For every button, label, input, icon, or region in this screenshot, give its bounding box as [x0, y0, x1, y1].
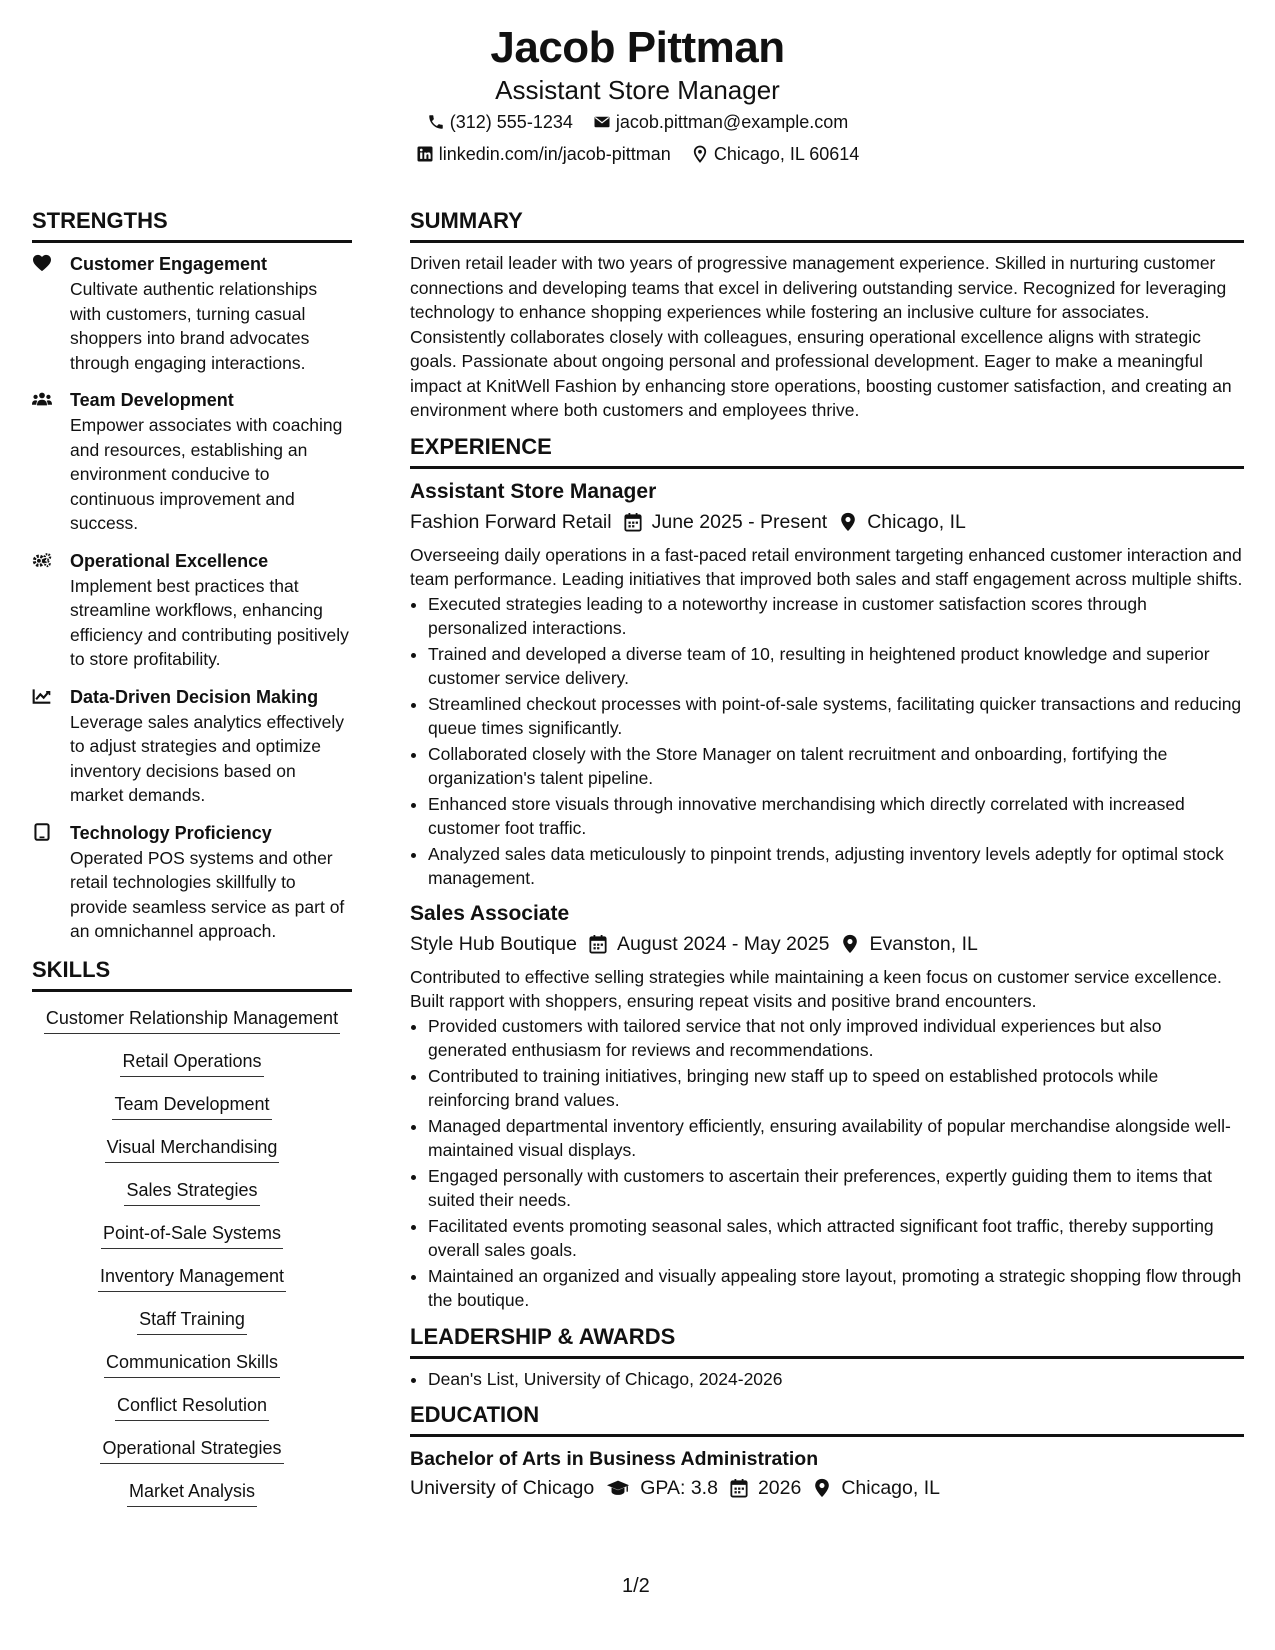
job-title: Sales Associate — [410, 901, 570, 925]
skills-heading: SKILLS — [32, 956, 352, 992]
graduation-cap-icon — [606, 1478, 630, 1498]
job-bullet: • Maintained an organized and visually appealing store layout, promoting a strategic shopping flow through the boutique. — [428, 1264, 1244, 1313]
strengths-section — [32, 207, 352, 944]
awards-heading: LEADERSHIP & AWARDS — [410, 1323, 1244, 1359]
envelope-icon — [593, 113, 611, 131]
skill-tag: Retail Operations — [120, 1049, 263, 1077]
education-heading: EDUCATION — [410, 1401, 1244, 1437]
job-location: Evanston, IL — [869, 932, 978, 955]
strength-item — [32, 684, 352, 808]
skill-tag: Team Development — [112, 1092, 271, 1120]
candidate-name: Jacob Pittman — [490, 23, 785, 72]
strength-title: Team Development — [70, 390, 234, 410]
skill-tag: Point-of-Sale Systems — [101, 1221, 283, 1249]
job-bullet: • Managed departmental inventory efficiently, ensuring availability of popular merchandise alongside well-maintained visual displays. — [428, 1114, 1244, 1163]
experience-heading: EXPERIENCE — [410, 433, 1244, 469]
skill-tag: Inventory Management — [98, 1264, 286, 1292]
job-bullet: • Executed strategies leading to a noteworthy increase in customer satisfaction scores through personalized interactions. — [428, 592, 1244, 641]
contact-row-1 — [0, 106, 1275, 138]
education-location: Chicago, IL — [841, 1477, 940, 1499]
skill-tag: Sales Strategies — [124, 1178, 259, 1206]
skill-tag: Customer Relationship Management — [44, 1006, 340, 1034]
year-item — [730, 1473, 801, 1503]
page-number: 1/2 — [622, 1575, 650, 1597]
job-bullet: • Facilitated events promoting seasonal sales, which attracted significant foot traffic, thereby supporting overall sales goals. — [428, 1214, 1244, 1263]
gears-icon — [32, 548, 70, 672]
school-name: University of Chicago — [410, 1477, 595, 1499]
job-entry — [410, 899, 1244, 1313]
strength-description: Operated POS systems and other retail technologies skillfully to provide seamless service as part of an omnichannel approach. — [70, 847, 345, 941]
summary-section — [410, 207, 1244, 423]
job-title: Assistant Store Manager — [410, 479, 657, 503]
skill-tag: Operational Strategies — [100, 1436, 283, 1464]
phone-icon — [427, 113, 445, 131]
skills-list — [32, 1000, 352, 1522]
company-name: Fashion Forward Retail — [410, 510, 612, 533]
strength-title: Customer Engagement — [70, 254, 268, 274]
education-location-item — [813, 1473, 940, 1503]
job-location: Chicago, IL — [867, 510, 966, 533]
company-name: Style Hub Boutique — [410, 932, 577, 955]
job-description: Contributed to effective selling strategies while maintaining a keen focus on customer service excellence. Built rapport with shoppers, ensuring repeat visits and positive brand encounters. — [410, 966, 1222, 1011]
strengths-list — [32, 251, 352, 944]
graduation-year: 2026 — [757, 1477, 802, 1499]
job-location-item — [839, 507, 966, 537]
linkedin-contact[interactable] — [416, 138, 671, 170]
skill-tag: Conflict Resolution — [115, 1393, 269, 1421]
location-contact — [691, 138, 859, 170]
job-location-item — [841, 929, 977, 959]
job-bullet: • Contributed to training initiatives, bringing new staff up to speed on established protocols while reinforcing brand values. — [428, 1064, 1244, 1113]
skill-tag: Communication Skills — [104, 1350, 280, 1378]
awards-list — [410, 1367, 1244, 1392]
strength-description: Implement best practices that streamline workflows, enhancing efficiency and contributing positively to store profitability. — [70, 575, 349, 669]
strength-item — [32, 548, 352, 672]
job-bullet: • Collaborated closely with the Store Manager on talent recruitment and onboarding, fortifying the organization's talent pipeline. — [428, 742, 1244, 791]
line-chart-icon — [32, 684, 70, 808]
candidate-title: Assistant Store Manager — [495, 75, 780, 105]
strength-item — [32, 820, 352, 944]
left-column — [32, 207, 352, 1522]
strength-item — [32, 251, 352, 375]
skill-tag: Staff Training — [137, 1307, 247, 1335]
map-pin-icon — [839, 512, 857, 532]
linkedin-url[interactable]: linkedin.com/in/jacob-pittman — [438, 144, 671, 164]
gpa-value: GPA: 3.8 — [640, 1477, 718, 1499]
job-dates-item — [624, 507, 828, 537]
job-bullet: • Trained and developed a diverse team of 10, resulting in heightened product knowledge and superior customer service delivery. — [428, 642, 1244, 691]
calendar-icon — [589, 934, 607, 954]
jobs-list — [410, 477, 1244, 1313]
resume-header — [0, 22, 1275, 170]
skills-section — [32, 956, 352, 1522]
job-bullet: • Enhanced store visuals through innovative merchandising which directly correlated with increased customer foot traffic. — [428, 792, 1244, 841]
education-meta — [410, 1473, 1244, 1503]
job-description: Overseeing daily operations in a fast-paced retail environment targeting enhanced customer interaction and team performance. Leading initiatives that improved both sales and staff engagement across multiple shifts. — [410, 544, 1243, 589]
degree-title: Bachelor of Arts in Business Administration — [410, 1448, 819, 1470]
job-dates: June 2025 - Present — [651, 510, 828, 533]
strength-item — [32, 387, 352, 536]
gpa-item — [606, 1473, 718, 1503]
job-bullet: • Streamlined checkout processes with point-of-sale systems, facilitating quicker transactions and reducing queue times significantly. — [428, 692, 1244, 741]
award-item: • Dean's List, University of Chicago, 2024-2026 — [428, 1367, 1244, 1392]
job-meta — [410, 929, 1244, 959]
experience-section — [410, 433, 1244, 1313]
education-section — [410, 1401, 1244, 1503]
strengths-heading: STRENGTHS — [32, 207, 352, 243]
users-icon — [32, 387, 70, 536]
strength-title: Technology Proficiency — [70, 822, 272, 843]
skill-tag: Visual Merchandising — [105, 1135, 280, 1163]
calendar-icon — [730, 1478, 748, 1498]
job-bullet: • Engaged personally with customers to ascertain their preferences, expertly guiding them to items that suited their needs. — [428, 1164, 1244, 1213]
awards-section — [410, 1323, 1244, 1392]
heart-icon — [32, 251, 70, 375]
summary-heading: SUMMARY — [410, 207, 1244, 243]
job-bullet: • Provided customers with tailored service that not only improved individual experiences but also generated enthusiasm for reviews and recommendations. — [428, 1014, 1244, 1063]
job-meta — [410, 507, 1244, 537]
skill-tag: Market Analysis — [127, 1479, 257, 1507]
linkedin-icon — [416, 145, 434, 163]
right-column — [410, 207, 1244, 1509]
calendar-icon — [624, 512, 642, 532]
strength-description: Leverage sales analytics effectively to adjust strategies and optimize inventory decisions based on market demands. — [70, 711, 344, 805]
job-dates-item — [589, 929, 829, 959]
map-pin-icon — [841, 934, 859, 954]
tablet-icon — [32, 820, 70, 944]
phone-contact — [427, 106, 573, 138]
job-bullets — [410, 592, 1244, 891]
summary-text: Driven retail leader with two years of progressive management experience. Skilled in nurturing customer connections and developing teams that excel in delivering outstanding service. Recognized for leveraging technology to enhance shopping experiences while fostering an inclusive culture for associates. Consistently collaborates closely with colleagues, ensuring operational excellence aligns with strategic goals. Passionate about ongoing personal and professional development. Eager to make a meaningful impact at KnitWell Fashion by enhancing store operations, boosting customer satisfaction, and creating an environment where both customers and employees thrive. — [410, 253, 1232, 420]
job-bullet: • Analyzed sales data meticulously to pinpoint trends, adjusting inventory levels adeptly for optimal stock management. — [428, 842, 1244, 891]
job-dates: August 2024 - May 2025 — [616, 932, 830, 955]
strength-description: Cultivate authentic relationships with customers, turning casual shoppers into brand advocates through engaging interactions. — [70, 279, 318, 373]
strength-description: Empower associates with coaching and resources, establishing an environment conducive to continuous improvement and success. — [70, 415, 343, 533]
location-text: Chicago, IL 60614 — [713, 144, 860, 164]
phone-number: (312) 555-1234 — [449, 112, 573, 132]
map-pin-icon — [813, 1478, 831, 1498]
job-entry — [410, 477, 1244, 891]
email-contact[interactable] — [593, 106, 848, 138]
strength-title: Data-Driven Decision Making — [70, 686, 319, 707]
contact-row-2 — [0, 138, 1275, 170]
strength-title: Operational Excellence — [70, 550, 269, 571]
job-bullets — [410, 1014, 1244, 1313]
email-address[interactable]: jacob.pittman@example.com — [615, 112, 849, 132]
map-pin-icon — [691, 145, 709, 163]
